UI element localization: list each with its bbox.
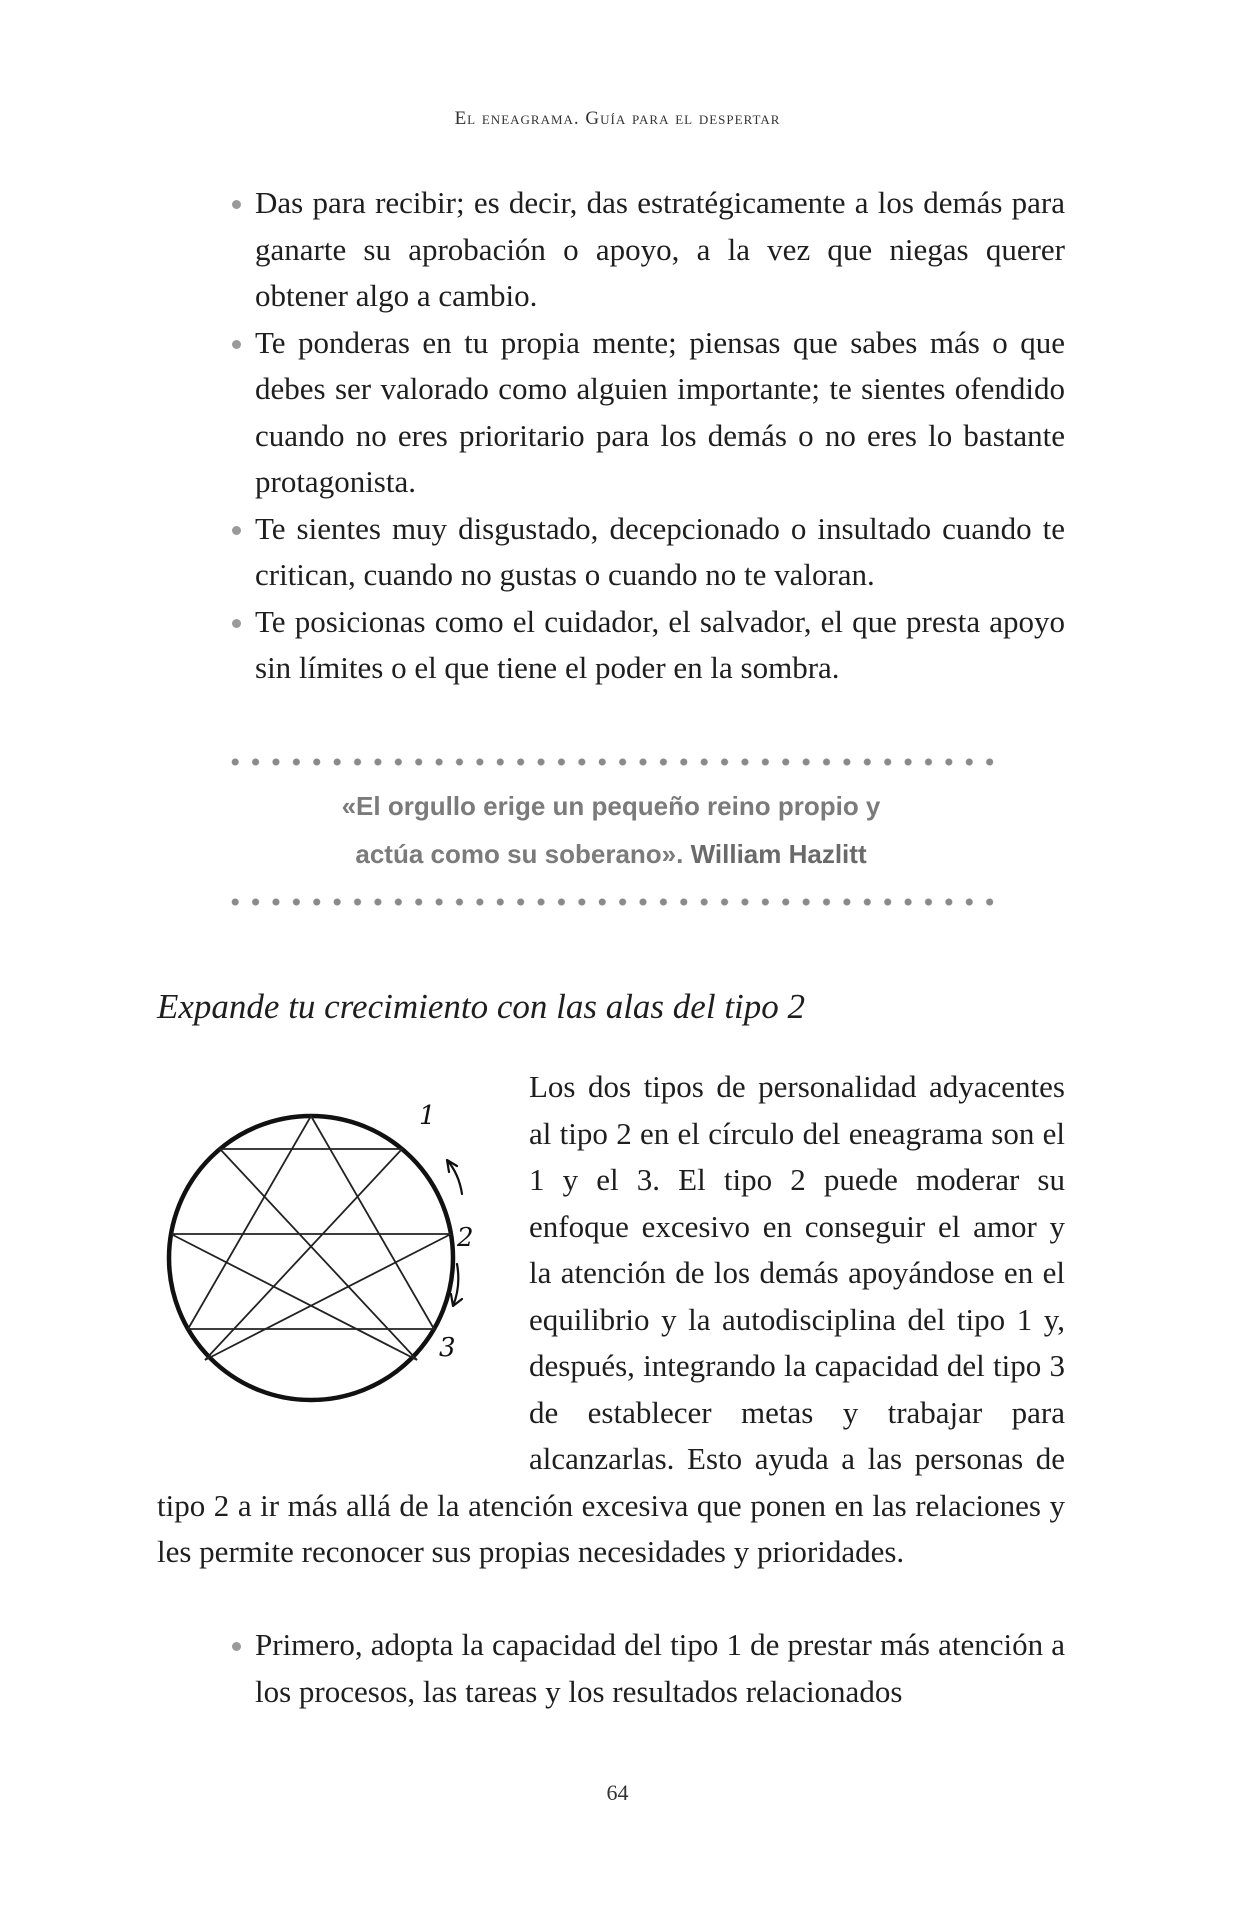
page-number: 64 (606, 1780, 629, 1805)
list-item: Primero, adopta la capacidad del tipo 1 de prestar más atención a los procesos, las tareas y los resultados relacionados (157, 1622, 1065, 1715)
wing-label-1: 1 (419, 1101, 436, 1131)
running-head: El eneagrama. Guía para el despertar (454, 108, 781, 129)
list-item: Te sientes muy disgustado, decepcionado o insultado cuando te critican, cuando no gustas o cuando no te valoran. (157, 506, 1065, 599)
quote-text-end: actúa como su soberano». (355, 839, 684, 869)
quote-line-2 (157, 830, 1065, 878)
enneagram-diagram (157, 1074, 529, 1446)
pull-quote (157, 782, 1065, 878)
dotted-divider-bottom (225, 896, 1000, 908)
list-item: Te ponderas en tu propia mente; piensas que sabes más o que debes ser valorado como alguien importante; te sientes ofendido cuando no eres prioritario para los demás o no eres lo bastante protagonista. (157, 320, 1065, 506)
quote-line-1: «El orgullo erige un pequeño reino propio y (341, 791, 881, 821)
list-item: Te posicionas como el cuidador, el salvador, el que presta apoyo sin límites o el que tiene el poder en la sombra. (157, 599, 1065, 692)
wings-paragraph: Los dos tipos de personalidad adyacentes al tipo 2 en el círculo del eneagrama son el 1 y el 3. El tipo 2 puede moderar su enfoque excesivo en conseguir el amor y la atención de los demás apoyándose en el equilibrio y la autodisciplina del tipo 1 y, después, integrando la capacidad del tipo 3 de establecer metas y trabajar para alcanzarlas. Esto ayuda a las personas de tipo 2 a ir más allá de la atención excesiva que ponen en las relaciones y les permite reconocer sus propias necesidades y prioridades. (157, 1069, 1065, 1569)
quote-author: William Hazlitt (690, 839, 867, 869)
arrow-up-icon (447, 1160, 462, 1194)
enneagram-triangle (188, 1116, 434, 1329)
wing-label-2: 2 (457, 1223, 474, 1253)
section-title: Expande tu crecimiento con las alas del tipo 2 (157, 987, 806, 1026)
bullet-list-bottom (157, 1622, 1065, 1715)
list-item: Das para recibir; es decir, das estratégicamente a los demás para ganarte su aprobación o apoyo, a la vez que niegas querer obtener algo a cambio. (157, 180, 1065, 320)
dotted-divider-top (225, 756, 1000, 768)
wings-paragraph-block (157, 1064, 1065, 1576)
wing-label-3: 3 (439, 1333, 456, 1363)
bullet-list-top (157, 180, 1065, 692)
